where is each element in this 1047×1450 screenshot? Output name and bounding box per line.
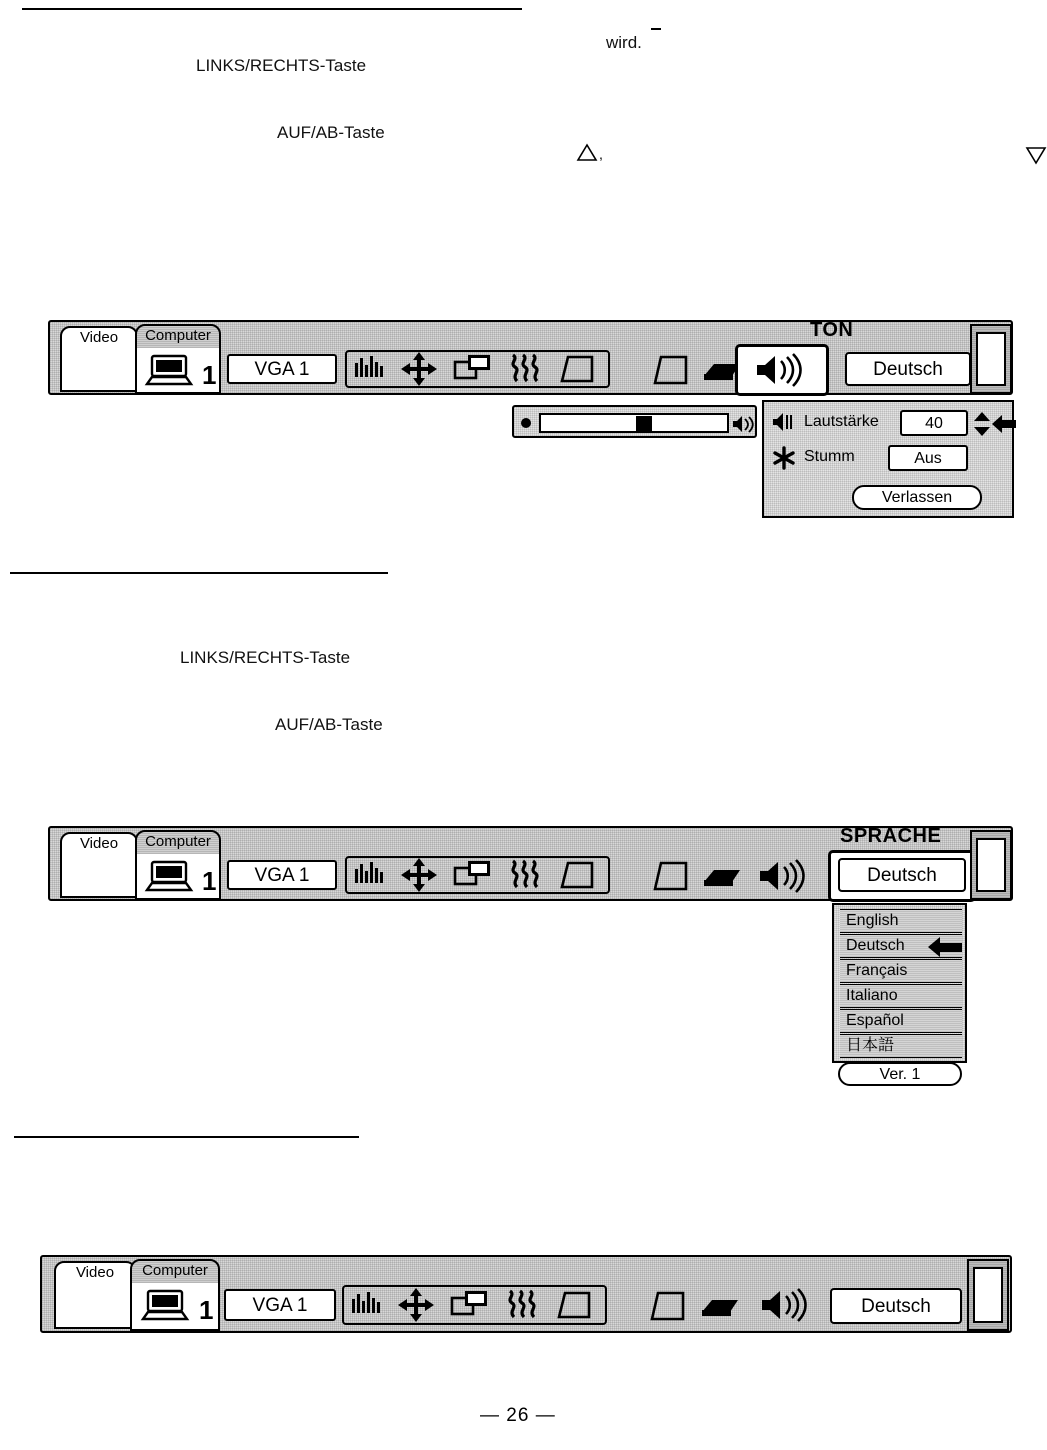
volume-slider-track[interactable] bbox=[539, 413, 729, 433]
lamp-icon-3[interactable] bbox=[698, 1296, 742, 1318]
language-item-japanese[interactable] bbox=[840, 1034, 962, 1058]
top-divider-rule bbox=[22, 8, 522, 10]
language-item-label: Deutsch bbox=[846, 937, 905, 954]
label-up-down-key-2: AUF/AB-Taste bbox=[275, 715, 383, 734]
source-box-1[interactable] bbox=[227, 354, 337, 384]
note-wird-dash bbox=[651, 28, 661, 30]
language-item-label: Italiano bbox=[846, 987, 898, 1004]
video-tab-body-2 bbox=[60, 856, 138, 898]
label-left-right-key-2: LINKS/RECHTS-Taste bbox=[180, 648, 351, 667]
osd-scroll-indicator-2[interactable] bbox=[970, 830, 1012, 900]
tab-computer-3[interactable] bbox=[130, 1259, 220, 1285]
laptop-icon-3 bbox=[142, 1289, 194, 1323]
language-button-label: Deutsch bbox=[867, 865, 937, 886]
label-up-down-key-1: AUF/AB-Taste bbox=[277, 123, 385, 142]
osd-menu-bar-2 bbox=[48, 826, 1013, 901]
screen-icon-3[interactable] bbox=[650, 1291, 686, 1321]
tab-computer-2[interactable] bbox=[135, 830, 221, 856]
language-item-label: 日本語 bbox=[846, 1037, 895, 1054]
levels-icon-3[interactable] bbox=[350, 1291, 382, 1319]
image-icon-3[interactable] bbox=[506, 1289, 540, 1321]
language-item-francais[interactable] bbox=[840, 959, 962, 983]
mute-value: Aus bbox=[914, 450, 942, 467]
language-item-label: Français bbox=[846, 962, 908, 979]
speaker-icon-1 bbox=[755, 354, 809, 386]
slider-dot-icon bbox=[520, 417, 532, 429]
move-arrows-icon-1[interactable] bbox=[401, 352, 437, 386]
mute-asterisk-icon bbox=[772, 446, 796, 470]
volume-icon-slider bbox=[732, 415, 756, 433]
laptop-icon-1 bbox=[146, 354, 198, 388]
source-box-2[interactable] bbox=[227, 860, 337, 890]
language-button-2[interactable] bbox=[838, 858, 966, 892]
osd-scroll-thumb-2 bbox=[976, 838, 1006, 892]
exit-button[interactable] bbox=[852, 485, 982, 510]
triangle-up-icon bbox=[576, 143, 598, 163]
video-tab-body-1 bbox=[60, 350, 138, 392]
source-box-3[interactable] bbox=[224, 1289, 336, 1321]
tab-computer-label: Computer bbox=[145, 833, 211, 850]
source-label: VGA 1 bbox=[254, 359, 310, 380]
language-item-label: English bbox=[846, 912, 899, 929]
osd-scroll-indicator-3[interactable] bbox=[967, 1259, 1009, 1331]
section2-divider-rule bbox=[10, 572, 388, 574]
pc-adjust-icon-3[interactable] bbox=[451, 1289, 491, 1321]
language-item-english[interactable] bbox=[840, 909, 962, 933]
source-label: VGA 1 bbox=[252, 1295, 308, 1316]
volume-value: 40 bbox=[925, 415, 943, 432]
tab-video-label: Video bbox=[79, 329, 119, 346]
language-button-1[interactable] bbox=[845, 352, 971, 386]
speaker-icon-3[interactable] bbox=[760, 1289, 814, 1321]
screen-icon-1[interactable] bbox=[653, 355, 689, 385]
video-tab-body-3 bbox=[54, 1285, 136, 1329]
laptop-icon-2 bbox=[146, 860, 198, 894]
language-button-label: Deutsch bbox=[861, 1296, 931, 1317]
tab-computer-label: Computer bbox=[142, 1262, 208, 1279]
tab-video-label: Video bbox=[79, 835, 119, 852]
language-dropdown bbox=[832, 903, 967, 1063]
image-icon-1[interactable] bbox=[509, 353, 543, 385]
move-arrows-icon-3[interactable] bbox=[398, 1288, 434, 1322]
osd-menu-bar-3 bbox=[40, 1255, 1012, 1333]
computer-number-1: 1 bbox=[202, 360, 217, 390]
page-number: — 26 — bbox=[480, 1405, 556, 1426]
osd-menu-bar-1 bbox=[48, 320, 1013, 395]
computer-number-2: 1 bbox=[202, 866, 217, 896]
tab-video-2[interactable] bbox=[60, 832, 138, 858]
arrow-left-icon-language bbox=[928, 936, 962, 958]
tab-computer-label: Computer bbox=[145, 327, 211, 344]
sound-dialog bbox=[762, 400, 1014, 518]
volume-slider-knob[interactable] bbox=[636, 416, 652, 432]
label-left-right-key-1: LINKS/RECHTS-Taste bbox=[196, 56, 367, 75]
arrow-left-icon-volume bbox=[992, 414, 1016, 434]
exit-button-label: Verlassen bbox=[881, 489, 953, 506]
tab-video-1[interactable] bbox=[60, 326, 138, 352]
volume-icon-dialog bbox=[772, 412, 798, 432]
version-badge bbox=[838, 1062, 962, 1086]
language-button-3[interactable] bbox=[830, 1288, 962, 1324]
language-item-espanol[interactable] bbox=[840, 1009, 962, 1033]
levels-icon-2[interactable] bbox=[353, 861, 385, 889]
source-label: VGA 1 bbox=[254, 865, 310, 886]
osd-scroll-indicator-1[interactable] bbox=[970, 324, 1012, 394]
osd-title-1: TON bbox=[810, 319, 854, 341]
section3-divider-rule bbox=[14, 1136, 359, 1138]
osd-title-2: SPRACHE bbox=[840, 825, 942, 847]
osd-scroll-thumb-1 bbox=[976, 332, 1006, 386]
language-item-italiano[interactable] bbox=[840, 984, 962, 1008]
language-button-label: Deutsch bbox=[873, 359, 943, 380]
osd-scroll-thumb-3 bbox=[973, 1267, 1003, 1323]
volume-value-box[interactable] bbox=[900, 410, 968, 436]
up-down-spinner-icon[interactable] bbox=[973, 412, 991, 436]
volume-row-label: Lautstärke bbox=[804, 413, 879, 430]
comma-annotation: , bbox=[599, 146, 603, 162]
mute-row-label: Stumm bbox=[804, 448, 855, 465]
speaker-icon-2[interactable] bbox=[758, 860, 812, 892]
keystone-icon-3[interactable] bbox=[557, 1291, 593, 1319]
pc-adjust-icon-2[interactable] bbox=[454, 859, 494, 891]
lamp-icon-2[interactable] bbox=[700, 866, 744, 888]
triangle-down-icon bbox=[1025, 145, 1047, 165]
volume-slider-panel bbox=[512, 405, 757, 438]
language-item-label: Español bbox=[846, 1012, 904, 1029]
pc-adjust-icon-1[interactable] bbox=[454, 353, 494, 385]
version-label: Ver. 1 bbox=[879, 1066, 921, 1083]
keystone-icon-2[interactable] bbox=[560, 861, 596, 889]
mute-value-box[interactable] bbox=[888, 445, 968, 471]
image-icon-2[interactable] bbox=[509, 859, 543, 891]
tab-video-label: Video bbox=[75, 1264, 115, 1281]
tab-video-3[interactable] bbox=[54, 1261, 136, 1287]
keystone-icon-1[interactable] bbox=[560, 355, 596, 383]
note-wird: wird. bbox=[606, 33, 642, 52]
tab-computer-1[interactable] bbox=[135, 324, 221, 350]
screen-icon-2[interactable] bbox=[653, 861, 689, 891]
move-arrows-icon-2[interactable] bbox=[401, 858, 437, 892]
levels-icon-1[interactable] bbox=[353, 355, 385, 383]
computer-number-3: 1 bbox=[199, 1295, 214, 1325]
